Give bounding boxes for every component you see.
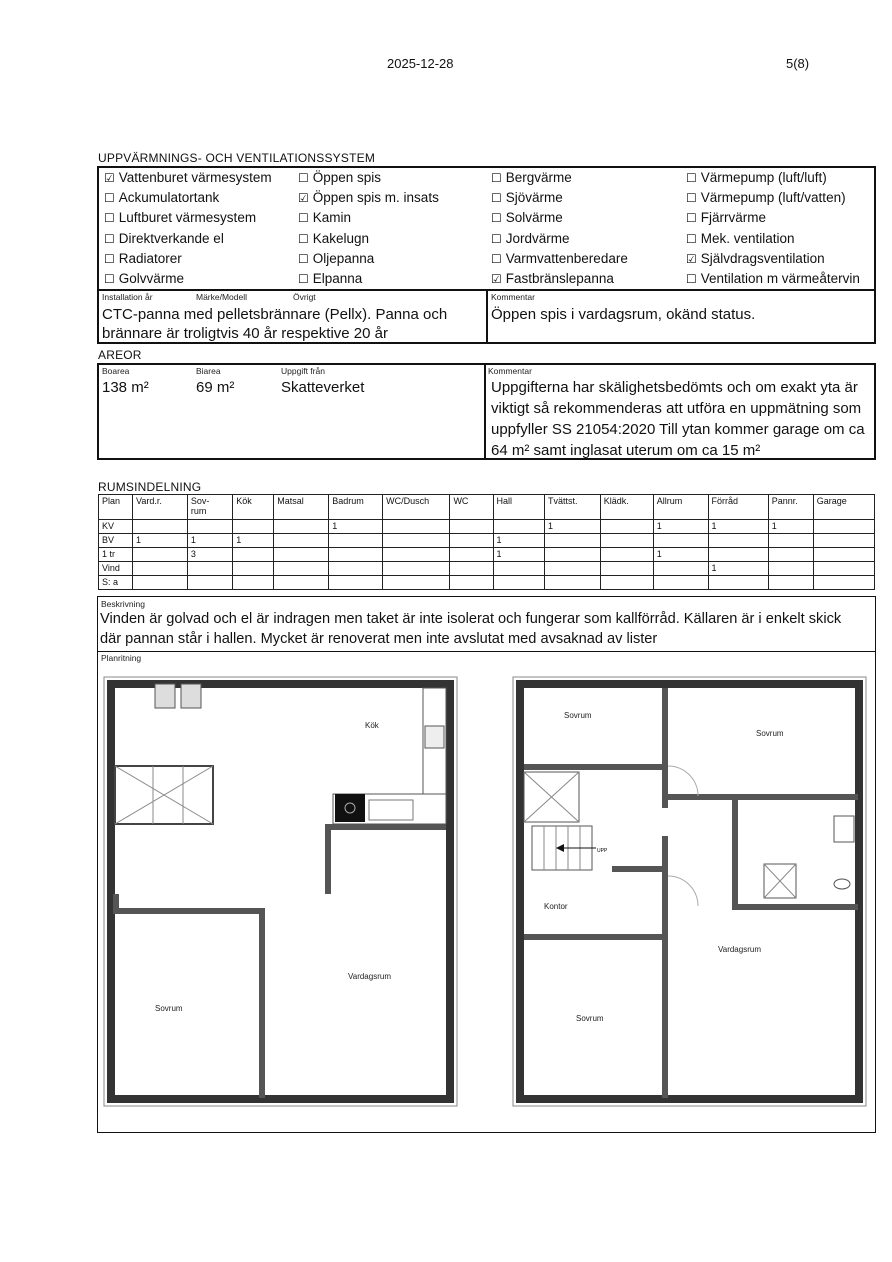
rooms-cell	[813, 534, 874, 548]
page-number: 5(8)	[786, 56, 810, 71]
rooms-header-cell: Pannr.	[768, 495, 813, 520]
description-divider	[97, 651, 876, 652]
rooms-cell: 1	[493, 534, 544, 548]
plan-left-label-0: Kök	[365, 721, 379, 730]
heating-checkbox-6[interactable]	[298, 170, 381, 185]
checkbox-empty-icon: ☐	[298, 232, 309, 246]
heating-checkbox-label: Oljepanna	[312, 251, 375, 266]
rooms-cell	[187, 562, 232, 576]
heating-checkbox-label: Luftburet värmesystem	[118, 210, 257, 225]
rooms-header-cell: WC/Dusch	[383, 495, 450, 520]
rooms-section-title: RUMSINDELNING	[98, 480, 202, 494]
checkbox-empty-icon: ☐	[491, 252, 502, 266]
heating-checkbox-label: Elpanna	[312, 271, 363, 286]
rooms-header-cell: Hall	[493, 495, 544, 520]
installation-year-label: Installation år	[102, 292, 153, 302]
checkbox-empty-icon: ☐	[491, 171, 502, 185]
rooms-header-cell: Plan	[99, 495, 133, 520]
heating-checkbox-21[interactable]	[686, 231, 795, 246]
areas-divider	[484, 363, 486, 460]
rooms-cell: 1	[329, 520, 383, 534]
heating-checkbox-label: Jordvärme	[505, 231, 570, 246]
checkbox-checked-icon: ☑	[298, 191, 309, 205]
checkbox-empty-icon: ☐	[104, 272, 115, 286]
rooms-cell	[653, 534, 708, 548]
rooms-cell	[813, 548, 874, 562]
rooms-header-cell: Förråd	[708, 495, 768, 520]
heating-checkbox-label: Självdragsventilation	[700, 251, 825, 266]
heating-checkbox-label: Fjärrvärme	[700, 210, 767, 225]
checkbox-checked-icon: ☑	[104, 171, 115, 185]
rooms-cell	[233, 562, 274, 576]
checkbox-empty-icon: ☐	[298, 252, 309, 266]
heating-checkbox-4[interactable]	[104, 251, 182, 266]
rooms-cell	[493, 562, 544, 576]
rooms-cell	[233, 520, 274, 534]
rooms-cell: 1	[653, 548, 708, 562]
rooms-cell	[383, 520, 450, 534]
rooms-cell: 1	[187, 534, 232, 548]
rooms-cell: BV	[99, 534, 133, 548]
checkbox-empty-icon: ☐	[686, 191, 697, 205]
rooms-cell	[383, 576, 450, 590]
rooms-cell	[813, 562, 874, 576]
heating-comment-text: Öppen spis i vardagsrum, okänd status.	[491, 306, 756, 323]
rooms-cell	[329, 576, 383, 590]
plan-right-label-0: Sovrum	[564, 711, 592, 720]
heating-checkbox-label: Bergvärme	[505, 170, 572, 185]
description-label: Beskrivning	[101, 599, 145, 609]
source-label: Uppgift från	[281, 366, 325, 376]
checkbox-empty-icon: ☐	[104, 211, 115, 225]
rooms-cell	[383, 562, 450, 576]
rooms-cell	[274, 548, 329, 562]
heating-checkbox-22[interactable]	[686, 251, 825, 266]
plan-left-label-2: Vardagsrum	[348, 972, 391, 981]
heating-checkbox-23[interactable]	[686, 271, 860, 286]
rooms-cell: 1	[708, 562, 768, 576]
areas-comment-line-3: uppfyller SS 21054:2020 Till ytan kommer garage om ca	[491, 421, 865, 438]
rooms-cell	[383, 548, 450, 562]
rooms-cell: 1	[768, 520, 813, 534]
other-label: Övrigt	[293, 292, 316, 302]
rooms-cell	[768, 534, 813, 548]
rooms-cell	[493, 520, 544, 534]
description-line-1: Vinden är golvad och el är indragen men taket är inte isolerat och fungerar som kallförråd. Källaren är i enkelt skick	[100, 611, 842, 627]
areas-section-title: AREOR	[98, 348, 142, 362]
rooms-cell: 1	[708, 520, 768, 534]
rooms-cell	[768, 548, 813, 562]
floor-plan-right	[512, 676, 867, 1108]
rooms-cell	[545, 562, 601, 576]
biarea-label: Biarea	[196, 366, 221, 376]
rooms-cell	[768, 562, 813, 576]
biarea-value: 69 m²	[196, 379, 235, 396]
rooms-cell: 3	[187, 548, 232, 562]
areas-comment-line-2: viktigt så rekommenderas att utföra en uppmätning som	[491, 400, 862, 417]
rooms-cell	[274, 520, 329, 534]
checkbox-empty-icon: ☐	[491, 232, 502, 246]
heating-checkbox-5[interactable]	[104, 271, 184, 286]
rooms-cell	[133, 520, 188, 534]
rooms-cell	[383, 534, 450, 548]
rooms-cell	[600, 548, 653, 562]
heating-checkbox-18[interactable]	[686, 170, 827, 185]
rooms-cell: 1 tr	[99, 548, 133, 562]
checkbox-empty-icon: ☐	[104, 232, 115, 246]
heating-checkbox-20[interactable]	[686, 210, 766, 225]
heating-checkbox-17[interactable]	[491, 271, 614, 286]
rooms-cell	[133, 576, 188, 590]
rooms-cell: 1	[133, 534, 188, 548]
heating-checkbox-label: Direktverkande el	[118, 231, 224, 246]
checkbox-empty-icon: ☐	[298, 211, 309, 225]
rooms-cell	[813, 576, 874, 590]
rooms-header-cell: Allrum	[653, 495, 708, 520]
rooms-header-cell: Vard.r.	[133, 495, 188, 520]
rooms-cell	[708, 576, 768, 590]
heating-checkbox-15[interactable]	[491, 231, 570, 246]
heating-checkbox-label: Varmvattenberedare	[505, 251, 628, 266]
checkbox-empty-icon: ☐	[104, 252, 115, 266]
rooms-cell	[187, 520, 232, 534]
areas-comment-line-1: Uppgifterna har skälighetsbedömts och om exakt yta är	[491, 379, 858, 396]
heating-checkbox-label: Öppen spis m. insats	[312, 190, 439, 205]
rooms-cell	[329, 562, 383, 576]
rooms-header-cell: Kök	[233, 495, 274, 520]
heating-checkbox-label: Vattenburet värmesystem	[118, 170, 272, 185]
heating-checkbox-9[interactable]	[298, 231, 369, 246]
heating-checkbox-label: Ventilation m värmeåtervin	[700, 271, 860, 286]
rooms-cell	[600, 562, 653, 576]
rooms-cell: S: a	[99, 576, 133, 590]
rooms-cell	[450, 562, 493, 576]
rooms-cell	[329, 548, 383, 562]
rooms-cell	[450, 520, 493, 534]
rooms-header-cell: Sov- rum	[187, 495, 232, 520]
rooms-cell	[274, 562, 329, 576]
plan-right-label-3: Vardagsrum	[718, 945, 761, 954]
heating-checkbox-2[interactable]	[104, 210, 256, 225]
rooms-cell	[545, 548, 601, 562]
checkbox-empty-icon: ☐	[686, 171, 697, 185]
checkbox-empty-icon: ☐	[686, 232, 697, 246]
rooms-cell	[450, 576, 493, 590]
heating-checkbox-label: Solvärme	[505, 210, 563, 225]
rooms-header-cell: Klädk.	[600, 495, 653, 520]
plan-right-label-2: Kontor	[544, 902, 568, 911]
heating-checkbox-7[interactable]	[298, 190, 439, 205]
rooms-cell: 1	[233, 534, 274, 548]
heating-comment-label: Kommentar	[491, 292, 535, 302]
heating-checkbox-label: Kamin	[312, 210, 352, 225]
heating-checkbox-3[interactable]	[104, 231, 224, 246]
heating-checkbox-label: Kakelugn	[312, 231, 370, 246]
table-row	[99, 562, 875, 576]
rooms-cell: 1	[653, 520, 708, 534]
rooms-header-cell: Matsal	[274, 495, 329, 520]
checkbox-checked-icon: ☑	[686, 252, 697, 266]
stair-up-note: UPP	[597, 848, 608, 854]
boarea-label: Boarea	[102, 366, 130, 376]
rooms-cell	[133, 562, 188, 576]
heating-section-title: UPPVÄRMNINGS- OCH VENTILATIONSSYSTEM	[98, 151, 376, 165]
rooms-table	[98, 494, 875, 590]
plan-label: Planritning	[101, 653, 142, 663]
plan-right-label-4: Sovrum	[576, 1014, 604, 1023]
heating-checkbox-label: Värmepump (luft/vatten)	[700, 190, 846, 205]
heating-checkbox-label: Mek. ventilation	[700, 231, 795, 246]
heating-checkbox-14[interactable]	[491, 210, 563, 225]
heating-checkbox-label: Ackumulatortank	[118, 190, 220, 205]
rooms-cell	[600, 534, 653, 548]
heating-checkbox-10[interactable]	[298, 251, 374, 266]
rooms-cell	[708, 548, 768, 562]
heating-checkbox-label: Golvvärme	[118, 271, 185, 286]
heating-checkbox-0[interactable]	[104, 170, 272, 185]
rooms-cell	[545, 576, 601, 590]
rooms-cell	[600, 576, 653, 590]
heating-checkbox-19[interactable]	[686, 190, 846, 205]
heating-checkbox-label: Öppen spis	[312, 170, 382, 185]
checkbox-empty-icon: ☐	[686, 272, 697, 286]
checkbox-checked-icon: ☑	[491, 272, 502, 286]
rooms-cell: KV	[99, 520, 133, 534]
heating-checkbox-11[interactable]	[298, 271, 362, 286]
checkbox-empty-icon: ☐	[298, 171, 309, 185]
rooms-cell	[274, 576, 329, 590]
table-row	[99, 576, 875, 590]
rooms-cell	[187, 576, 232, 590]
plan-right-label-1: Sovrum	[756, 729, 784, 738]
rooms-cell	[653, 576, 708, 590]
rooms-header-cell: WC	[450, 495, 493, 520]
rooms-cell	[133, 548, 188, 562]
plan-left-label-1: Sovrum	[155, 1004, 183, 1013]
checkbox-empty-icon: ☐	[298, 272, 309, 286]
heating-checkbox-13[interactable]	[491, 190, 563, 205]
heating-checkbox-label: Fastbränslepanna	[505, 271, 614, 286]
source-value: Skatteverket	[281, 379, 365, 396]
rooms-cell	[233, 548, 274, 562]
installation-divider	[486, 289, 488, 344]
areas-comment-label: Kommentar	[488, 366, 532, 376]
rooms-header-cell: Badrum	[329, 495, 383, 520]
table-row	[99, 534, 875, 548]
rooms-header-cell: Tvättst.	[545, 495, 601, 520]
installation-text-line-1: CTC-panna med pelletsbrännare (Pellx). Panna och	[102, 306, 448, 323]
rooms-cell	[708, 534, 768, 548]
checkbox-empty-icon: ☐	[686, 211, 697, 225]
brand-model-label: Märke/Modell	[196, 292, 248, 302]
rooms-cell	[813, 520, 874, 534]
rooms-cell	[493, 576, 544, 590]
rooms-cell	[545, 534, 601, 548]
rooms-cell	[329, 534, 383, 548]
heating-checkbox-8[interactable]	[298, 210, 351, 225]
rooms-cell	[600, 520, 653, 534]
rooms-cell	[450, 548, 493, 562]
areas-comment-line-4: 64 m² samt inglasat uterum om ca 15 m²	[491, 442, 761, 459]
rooms-header-cell: Garage	[813, 495, 874, 520]
rooms-cell	[233, 576, 274, 590]
table-row	[99, 548, 875, 562]
boarea-value: 138 m²	[102, 379, 149, 396]
heating-checkbox-12[interactable]	[491, 170, 572, 185]
heating-checkbox-16[interactable]	[491, 251, 628, 266]
page-date: 2025-12-28	[387, 56, 454, 71]
heating-checkbox-label: Radiatorer	[118, 251, 182, 266]
rooms-cell	[768, 576, 813, 590]
rooms-cell: Vind	[99, 562, 133, 576]
checkbox-empty-icon: ☐	[491, 211, 502, 225]
heating-checkbox-1[interactable]	[104, 190, 219, 205]
rooms-cell	[450, 534, 493, 548]
rooms-cell: 1	[545, 520, 601, 534]
table-row	[99, 520, 875, 534]
checkbox-empty-icon: ☐	[104, 191, 115, 205]
rooms-cell	[653, 562, 708, 576]
description-line-2: där pannan står i hallen. Mycket är renoverat men inte avslutat med avsaknad av lister	[100, 631, 658, 647]
floor-plan-left	[103, 676, 458, 1108]
checkbox-empty-icon: ☐	[491, 191, 502, 205]
installation-text-line-2: brännare är troligtvis 40 år respektive 20 år	[102, 325, 388, 342]
heating-checkbox-label: Sjövärme	[505, 190, 563, 205]
rooms-cell: 1	[493, 548, 544, 562]
heating-checkbox-label: Värmepump (luft/luft)	[700, 170, 827, 185]
rooms-cell	[274, 534, 329, 548]
